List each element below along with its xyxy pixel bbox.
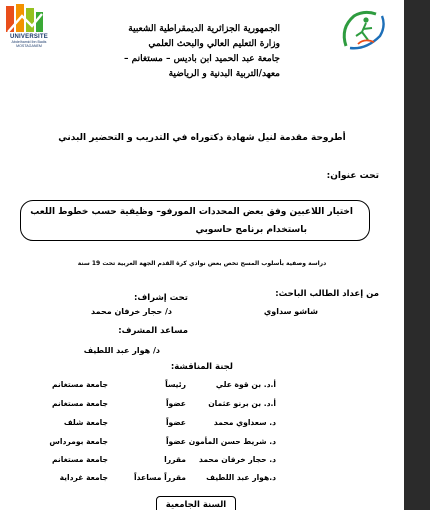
supervisor-name: د/ حجار خرفان محمد: [90, 307, 172, 316]
student-name: شاشو سداوي: [263, 307, 318, 316]
study-description: دراسة وصفية بأسلوب المسح تخص بعض نوادي كرة القدم الجهة الغربية تحت 19 سنة: [77, 260, 327, 267]
academic-year-box: السنة الجامعية: [156, 496, 236, 510]
committee-member-university: جامعة مستغانم: [51, 455, 108, 464]
institute-line: معهد/التربية البدنية و الرياضية: [168, 69, 280, 79]
ministry-line: وزارة التعليم العالي والبحث العلمي: [148, 39, 280, 49]
committee-row: [0, 455, 404, 469]
committee-member-university: جامعة مستغانم: [51, 399, 108, 408]
committee-member-role: مقررا: [164, 455, 186, 464]
committee-row: [0, 418, 404, 432]
co-supervisor-label: مساعد المشرف:: [118, 326, 188, 336]
research-title-line1: اختيار اللاعبين وفق بعض المحددات المورفو– وظيفية حسب خطوط اللعب: [30, 207, 353, 217]
document-header: [60, 24, 280, 84]
committee-member-role: رئيساً: [165, 380, 186, 389]
committee-member-name: د.هوار عبد اللطيف: [206, 473, 276, 482]
committee-row: [0, 437, 404, 451]
university-logo-line1: UNIVERSITE: [9, 34, 48, 40]
committee-member-university: جامعة مستغانم: [51, 380, 108, 389]
committee-member-role: عضواً: [165, 399, 186, 408]
committee-member-name: أ.د. بن قوة علي: [215, 380, 276, 389]
committee-row: [0, 399, 404, 413]
committee-member-name: أ.د. بن برنو عثمان: [208, 399, 276, 408]
committee-member-name: د. حجار خرفان محمد: [198, 455, 276, 464]
university-logo-line2: Abdelhamid Ibn Badis MOSTAGANEM: [11, 40, 47, 48]
viewer-side-panel: [404, 0, 430, 510]
committee-label: لجنة المناقشة:: [170, 362, 233, 372]
committee-member-university: جامعة شلف: [63, 418, 108, 427]
co-supervisor-name: د/ هوار عبد اللطيف: [83, 346, 160, 355]
research-title-box: [20, 200, 370, 241]
committee-member-name: د. سعداوي محمد: [213, 418, 276, 427]
thesis-title: أطروحة مقدمة لنيل شهادة دكتوراه في التدريب و التحضير البدني: [58, 133, 346, 143]
committee-member-role: مقرراً مساعداً: [134, 473, 186, 482]
committee-member-role: عضواً: [165, 437, 186, 446]
student-label: من إعداد الطالب الباحث:: [275, 289, 379, 299]
research-title-line2: باستخدام برنامج حاسوبي: [195, 225, 307, 235]
institute-logo-icon: [336, 6, 390, 52]
committee-member-university: جامعة غرداية: [59, 473, 108, 482]
university-line: جامعة عبد الحميد ابن باديس – مستغانم –: [124, 54, 280, 64]
committee-member-role: عضواً: [165, 418, 186, 427]
republic-line: الجمهورية الجزائرية الديمقراطية الشعبية: [128, 24, 280, 34]
committee-member-university: جامعة بومرداس: [49, 437, 108, 446]
subtitle-label: تحت عنوان:: [326, 171, 379, 181]
committee-row: [0, 473, 404, 487]
supervisor-label: تحت إشراف:: [133, 293, 188, 303]
university-logo-text: [0, 34, 58, 48]
committee-member-name: د. شريط حسن المأمون: [188, 437, 276, 446]
committee-row: [0, 380, 404, 394]
